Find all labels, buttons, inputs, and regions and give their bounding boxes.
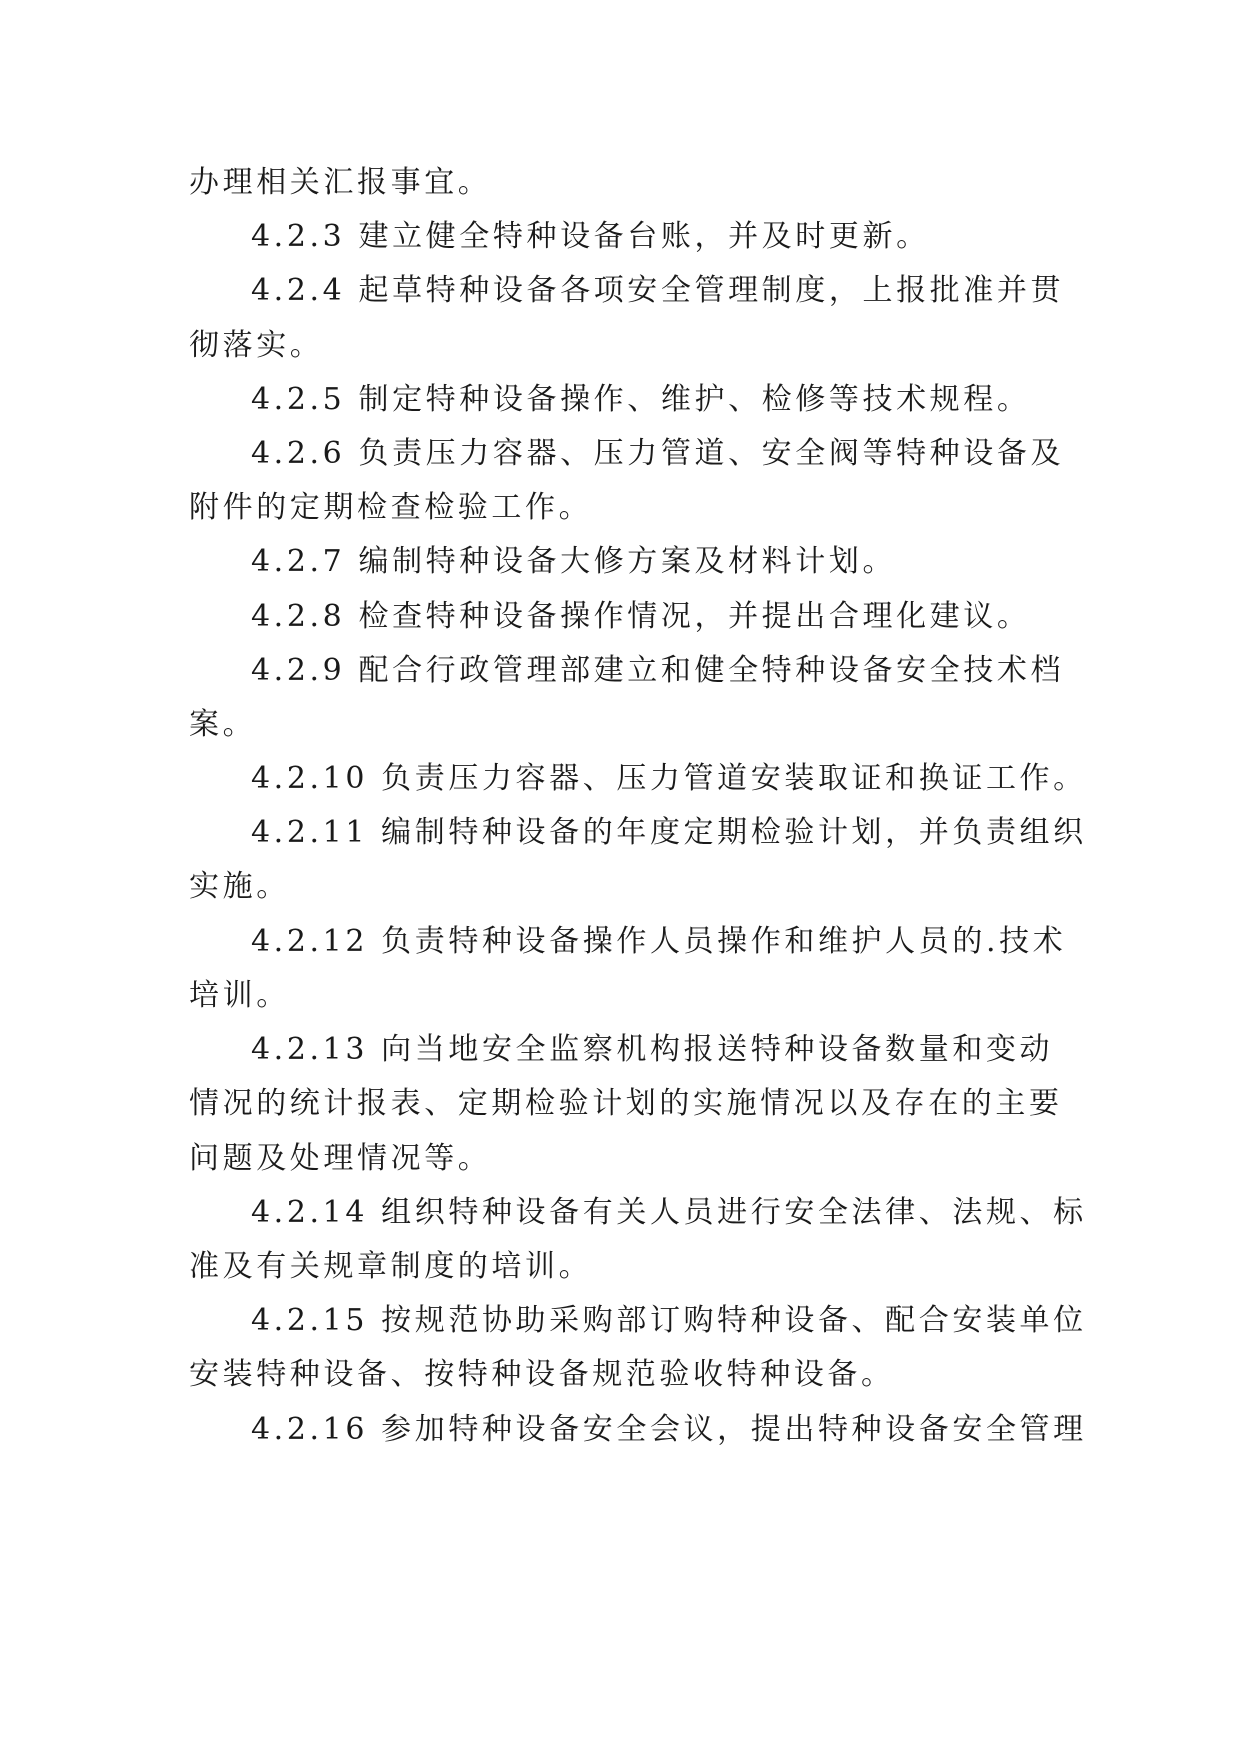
text-line: 附件的定期检查检验工作。 [189,490,593,525]
text-line: 准及有关规章制度的培训。 [189,1249,593,1284]
text-line: 4.2.4 起草特种设备各项安全管理制度，上报批准并贯 [251,273,1065,308]
text-line: 彻落实。 [189,328,324,363]
text-line: 4.2.3 建立健全特种设备台账，并及时更新。 [251,219,930,254]
text-line: 4.2.5 制定特种设备操作、维护、检修等技术规程。 [251,382,1031,417]
text-line: 培训。 [189,978,290,1013]
text-line: 4.2.13 向当地安全监察机构报送特种设备数量和变动 [251,1032,1054,1067]
text-line: 4.2.14 组织特种设备有关人员进行安全法律、法规、标 [251,1195,1087,1230]
text-line: 4.2.12 负责特种设备操作人员操作和维护人员的.技术 [251,924,1067,959]
text-line: 4.2.7 编制特种设备大修方案及材料计划。 [251,544,897,579]
text-line: 4.2.16 参加特种设备安全会议，提出特种设备安全管理 [251,1412,1087,1447]
text-line: 4.2.8 检查特种设备操作情况，并提出合理化建议。 [251,599,1031,634]
text-line: 4.2.11 编制特种设备的年度定期检验计划，并负责组织 [251,815,1087,850]
text-line: 案。 [189,707,257,742]
text-line: 安装特种设备、按特种设备规范验收特种设备。 [189,1357,895,1392]
text-line: 4.2.15 按规范协助采购部订购特种设备、配合安装单位 [251,1303,1087,1338]
text-line: 4.2.6 负责压力容器、压力管道、安全阀等特种设备及 [251,436,1065,471]
text-line: 实施。 [189,869,290,904]
text-line: 情况的统计报表、定期检验计划的实施情况以及存在的主要 [189,1086,1063,1121]
text-line: 办理相关汇报事宜。 [189,165,492,200]
text-line: 4.2.10 负责压力容器、压力管道安装取证和换证工作。 [251,761,1087,796]
text-line: 问题及处理情况等。 [189,1141,492,1176]
text-line: 4.2.9 配合行政管理部建立和健全特种设备安全技术档 [251,653,1065,688]
